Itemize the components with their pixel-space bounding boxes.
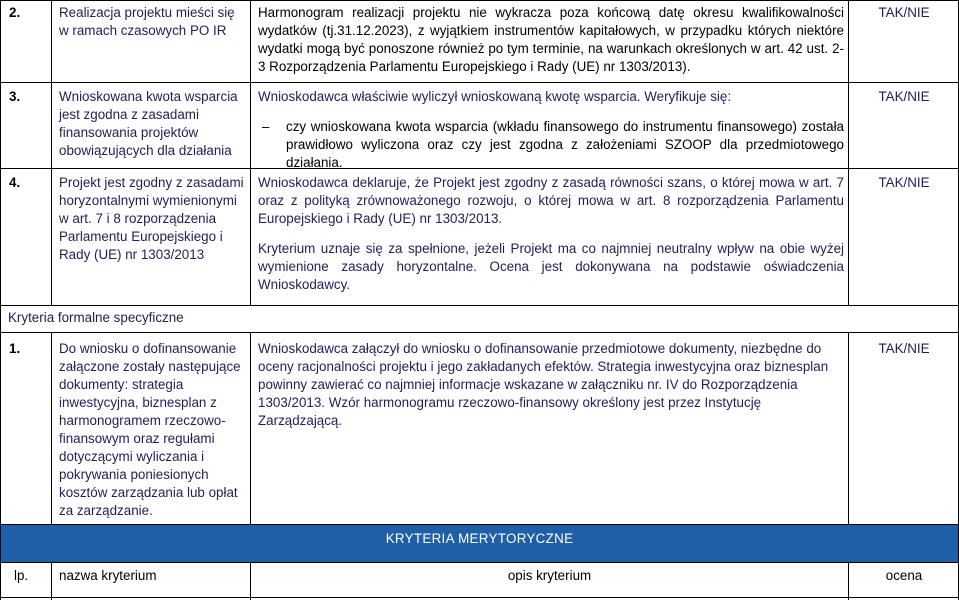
- criterion-name-line: horyzontalnymi wymienionymi: [59, 193, 237, 208]
- score-value: TAK/NIE: [878, 341, 930, 356]
- criterion-name: [59, 4, 249, 40]
- merit-criteria-title: KRYTERIA MERYTORYCZNE: [385, 531, 574, 546]
- description-line: Harmonogram realizacji projektu nie wykracza poza końcową datę okresu kwalifikowalności: [258, 5, 844, 20]
- header-criterion-description: opis kryterium: [507, 568, 592, 583]
- description-line: powinny zawierać co najmniej informacje wskazane w załączniku nr. IV do Rozporządzenia: [258, 377, 798, 392]
- criterion-description: [258, 4, 844, 76]
- row-divider-2-3: [0, 82, 959, 83]
- criterion-name-line: pokrywania poniesionych: [59, 467, 209, 482]
- section-title-formal: Kryteria formalne specyficzne: [8, 310, 184, 325]
- table-top-border: [0, 0, 959, 1]
- col-divider-3: [848, 0, 849, 305]
- row-divider-4-section: [0, 305, 959, 306]
- criterion-description: [258, 174, 844, 228]
- criterion-name: [59, 88, 249, 160]
- col-divider-2b: [250, 332, 251, 524]
- row-divider-section-1: [0, 332, 959, 333]
- criterion-name: [59, 174, 249, 264]
- criterion-name-line: Do wniosku o dofinansowanie: [59, 341, 237, 356]
- criterion-name-line: w art. 7 i 8 rozporządzenia: [59, 211, 217, 226]
- criterion-name-line: dokumenty: strategia: [59, 377, 184, 392]
- col-divider-1b: [51, 332, 52, 524]
- description-line: Wnioskodawcy.: [258, 277, 351, 292]
- header-criterion-name: nazwa kryterium: [59, 568, 157, 583]
- criterion-name: [59, 340, 249, 520]
- table-bottom-border: [0, 597, 959, 598]
- description-line: 3 Rozporządzenia Parlamentu Europejskiego i Rady (UE) nr 1303/2013).: [258, 59, 691, 74]
- description-line: Wnioskodawca załączył do wniosku o dofinansowanie przedmiotowe dokumenty, niezbędne do: [258, 341, 822, 356]
- description-line: wydatków (tj.31.12.2023), z wyjątkiem instrumentów kapitałowych, w przypadku których niektóre: [258, 23, 844, 38]
- score-value: TAK/NIE: [878, 175, 930, 190]
- header-lp: lp.: [14, 568, 29, 583]
- description-line: wydatki mogą być ponoszone również po tym terminie, na warunkach określonych w art. 42 ust. 2-: [258, 41, 844, 56]
- description-line: Wnioskodawca deklaruje, że Projekt jest zgodny z zasadą równości szans, o której mowa w art. 7: [258, 175, 844, 190]
- criterion-bullet-text: [286, 118, 844, 172]
- bullet-line: czy wnioskowana kwota wsparcia (wkładu finansowego do instrumentu finansowego) została: [286, 119, 844, 134]
- row-number: 3.: [9, 89, 21, 104]
- col-divider-3b: [848, 332, 849, 524]
- criterion-name-line: za zarządzanie.: [59, 503, 153, 518]
- description-line: wymienione zasady horyzontalne. Ocena jest dokonywana na podstawie oświadczenia: [258, 259, 844, 274]
- criterion-name-line: finansowym oraz regułami: [59, 431, 215, 446]
- criterion-name-line: Parlamentu Europejskiego i: [59, 229, 223, 244]
- criterion-name-line: harmonogramem rzeczowo-: [59, 413, 226, 428]
- criterion-name-line: dotyczącymi wyliczania i: [59, 449, 205, 464]
- description-line: Kryterium uznaje się za spełnione, jeżeli Projekt ma co najmniej neutralny wpływ na obie wyżej: [258, 241, 844, 256]
- criterion-name-line: załączone zostały następujące: [59, 359, 241, 374]
- row-number: 1.: [9, 341, 21, 356]
- header-score: ocena: [885, 568, 923, 583]
- criterion-description: [258, 88, 844, 106]
- criterion-name-line: jest zgodna z zasadami: [59, 107, 199, 122]
- row-number: 4.: [9, 175, 21, 190]
- criterion-name-line: kosztów zarządzania lub opłat: [59, 485, 238, 500]
- criterion-description-2: [258, 240, 844, 294]
- row-divider-band-header: [0, 562, 959, 563]
- description-line: Wnioskodawca właściwie wyliczył wnioskowaną kwotę wsparcia. Weryfikuje się:: [258, 89, 732, 104]
- score-value: TAK/NIE: [878, 89, 930, 104]
- header-col-divider-1: [51, 562, 52, 600]
- col-divider-1: [51, 0, 52, 305]
- bullet-dash: –: [262, 119, 270, 134]
- criterion-name-line: Realizacja projektu mieści się: [59, 5, 235, 20]
- criterion-name-line: inwestycyjna, biznesplan z: [59, 395, 217, 410]
- criterion-name-line: Rady (UE) nr 1303/2013: [59, 247, 205, 262]
- description-line: oraz z polityką zrównoważonego rozwoju, o której mowa w art. 8 rozporządzenia Parlamentu: [258, 193, 844, 208]
- description-line: 1303/2013. Wzór harmonogramu rzeczowo-finansowy określony jest przez Instytucję: [258, 395, 762, 410]
- bullet-line: działania.: [286, 155, 343, 170]
- criterion-name-line: Projekt jest zgodny z zasadami: [59, 175, 244, 190]
- description-line: Zarządzającą.: [258, 413, 343, 428]
- criterion-description: [258, 340, 844, 430]
- col-divider-2: [250, 0, 251, 305]
- row-number: 2.: [9, 5, 21, 20]
- score-value: TAK/NIE: [878, 5, 930, 20]
- criterion-name-line: Wnioskowana kwota wsparcia: [59, 89, 238, 104]
- description-line: oceny racjonalności projektu i jego zakładanych efektów. Strategia inwestycyjna oraz biznesplan: [258, 359, 829, 374]
- criterion-name-line: obowiązujących dla działania: [59, 143, 232, 158]
- description-line: Europejskiego i Rady (UE) nr 1303/2013.: [258, 211, 503, 226]
- bullet-line: prawidłowo wyliczona oraz czy jest zgodna z założeniami SZOOP dla przedmiotowego: [286, 137, 844, 152]
- table-left-border: [0, 0, 1, 600]
- criterion-name-line: w ramach czasowych PO IR: [59, 23, 227, 38]
- criterion-name-line: finansowania projektów: [59, 125, 199, 140]
